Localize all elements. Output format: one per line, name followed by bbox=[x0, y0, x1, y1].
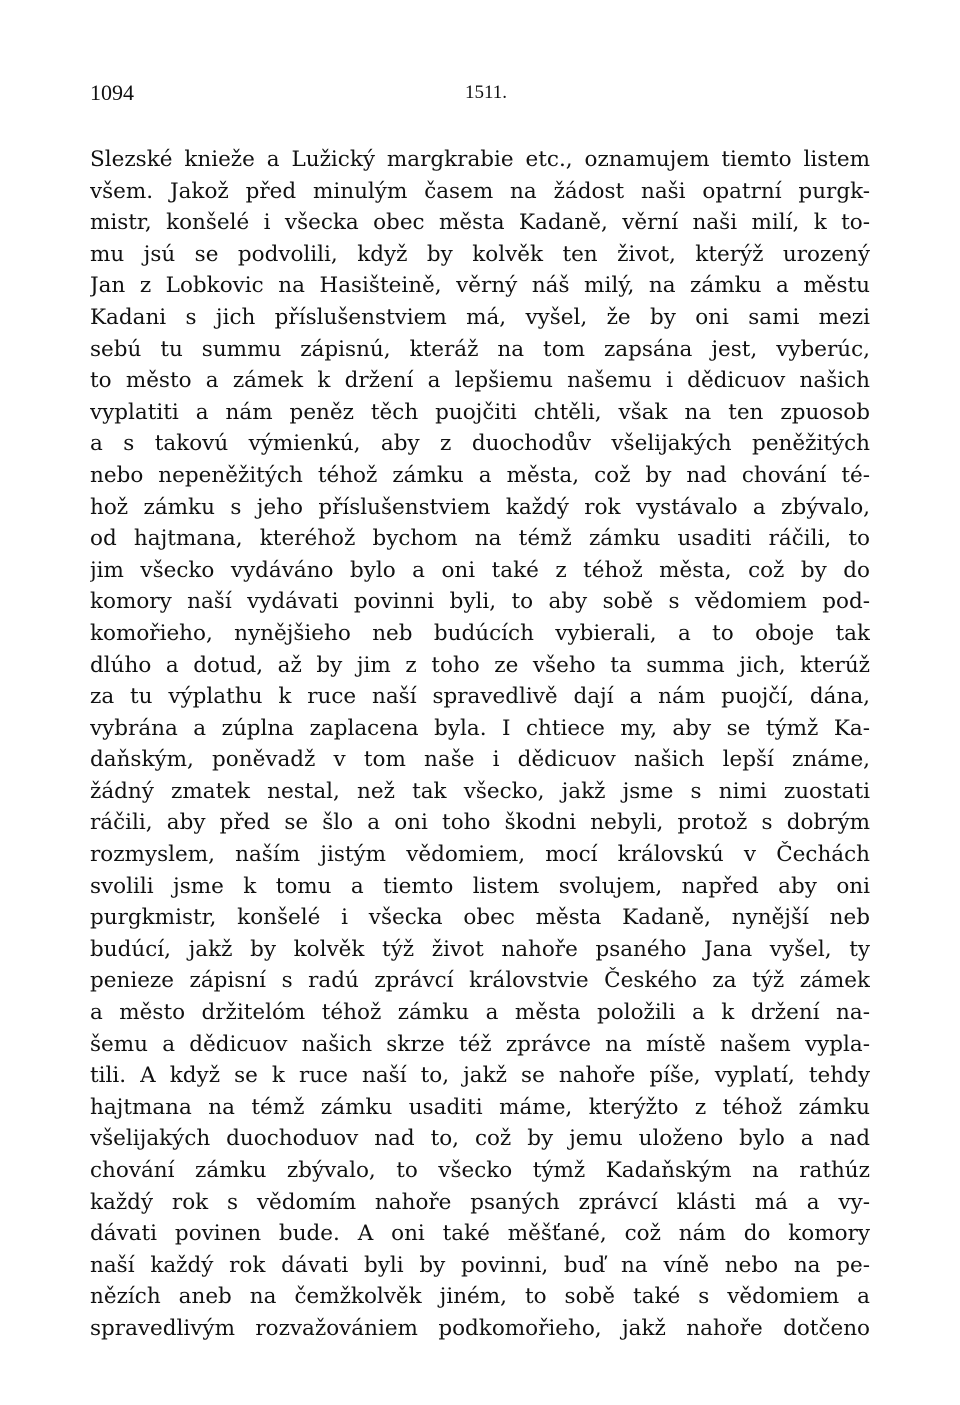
text-line: mu jsú se podvolili, když by kolvěk ten život, kterýž urozený bbox=[90, 241, 870, 267]
text-line: šemu a dědicuov našich skrze též zprávce na místě našem vypla- bbox=[90, 1031, 870, 1057]
page-number: 1094 bbox=[90, 80, 134, 105]
text-line: ráčili, aby před se šlo a oni toho škodni nebyli, protož s dobrým bbox=[90, 810, 870, 836]
text-line: svolili jsme k tomu a tiemto listem svolujem, napřed aby oni bbox=[90, 873, 870, 899]
text-line: a město držitelóm téhož zámku a města položili a k držení na- bbox=[90, 1000, 870, 1026]
text-line: dlúho a dotud, až by jim z toho ze všeho ta summa jich, kterúž bbox=[90, 652, 870, 678]
text-line: za tu výplathu k ruce naší spravedlivě dají a nám puojčí, dána, bbox=[90, 684, 870, 710]
text-line: sebú tu summu zápisnú, kteráž na tom zapsána jest, vyberúc, bbox=[90, 336, 870, 362]
running-head-year: 1511. bbox=[465, 82, 508, 103]
text-line: vyplatiti a nám peněz těch puojčiti chtěli, však na ten zpuosob bbox=[90, 399, 870, 425]
text-line: purgkmistr, konšelé i všecka obec města Kadaně, nynější neb bbox=[90, 905, 870, 931]
text-line: daňským, poněvadž v tom naše i dědicuov našich lepší známe, bbox=[90, 747, 870, 773]
body-text bbox=[90, 144, 870, 1345]
text-line: hož zámku s jeho příslušenstviem každý rok vystávalo a zbývalo, bbox=[90, 494, 870, 520]
text-line: komory naší vydávati povinni byli, to aby sobě s vědomiem pod- bbox=[90, 589, 870, 615]
text-line: Jan z Lobkovic na Hasišteině, věrný náš milý, na zámku a městu bbox=[90, 273, 870, 299]
text-line: žádný zmatek nestal, než tak všecko, jakž jsme s nimi zuostati bbox=[90, 778, 870, 804]
text-line: penieze zápisní s radú zprávcí královstvie Českého za týž zámek bbox=[90, 968, 870, 994]
text-line: to město a zámek k držení a lepšiemu našemu i dědicuov našich bbox=[90, 368, 870, 394]
text-line: vybrána a zúplna zaplacena byla. I chtiece my, aby se týmž Ka- bbox=[90, 715, 870, 741]
text-line: spravedlivým rozvažovániem podkomořieho, jakž nahoře dotčeno bbox=[90, 1315, 870, 1341]
text-line: nebo nepeněžitých téhož zámku a města, což by nad chování té- bbox=[90, 462, 870, 488]
text-line: mistr, konšelé i všecka obec města Kadaně, věrní naši milí, k to- bbox=[90, 210, 870, 236]
page-header bbox=[90, 80, 870, 110]
text-line: jim všecko vydáváno bylo a oni také z téhož města, což by do bbox=[90, 557, 870, 583]
text-line: od hajtmana, kteréhož bychom na témž zámku usaditi ráčili, to bbox=[90, 526, 870, 552]
text-line: Kadani s jich příslušenstviem má, vyšel, že by oni sami mezi bbox=[90, 304, 870, 330]
text-line: tili. A když se k ruce naší to, jakž se nahoře píše, vyplatí, tehdy bbox=[90, 1063, 870, 1089]
text-line: dávati povinen bude. A oni také měšťané, což nám do komory bbox=[90, 1221, 870, 1247]
text-line: budúcí, jakž by kolvěk týž život nahoře psaného Jana vyšel, ty bbox=[90, 936, 870, 962]
text-line: všelijakých duochoduov nad to, což by jemu uloženo bylo a nad bbox=[90, 1126, 870, 1152]
text-line: chování zámku zbývalo, to všecko týmž Kadaňským na rathúz bbox=[90, 1158, 870, 1183]
text-line: rozmyslem, naším jistým vědomiem, mocí královskú v Čechách bbox=[90, 842, 870, 868]
text-line: nězích aneb na čemžkolvěk jiném, to sobě také s vědomiem a bbox=[90, 1284, 870, 1310]
text-line: hajtmana na témž zámku usaditi máme, kterýžto z téhož zámku bbox=[90, 1094, 870, 1120]
text-line: naší každý rok dávati byli by povinni, buď na víně nebo na pe- bbox=[90, 1252, 870, 1278]
text-line: komořieho, nynějšieho neb budúcích vybierali, a to oboje tak bbox=[90, 620, 870, 646]
text-line: a s takovú výmienkú, aby z duochodův všelijakých peněžitých bbox=[90, 431, 870, 457]
text-line: každý rok s vědomím nahoře psaných zprávcí klásti má a vy- bbox=[90, 1189, 870, 1215]
text-line: všem. Jakož před minulým časem na žádost naši opatrní purgk- bbox=[90, 178, 870, 204]
text-line: Slezské knieže a Lužický margkrabie etc., oznamujem tiemto listem bbox=[90, 147, 870, 172]
